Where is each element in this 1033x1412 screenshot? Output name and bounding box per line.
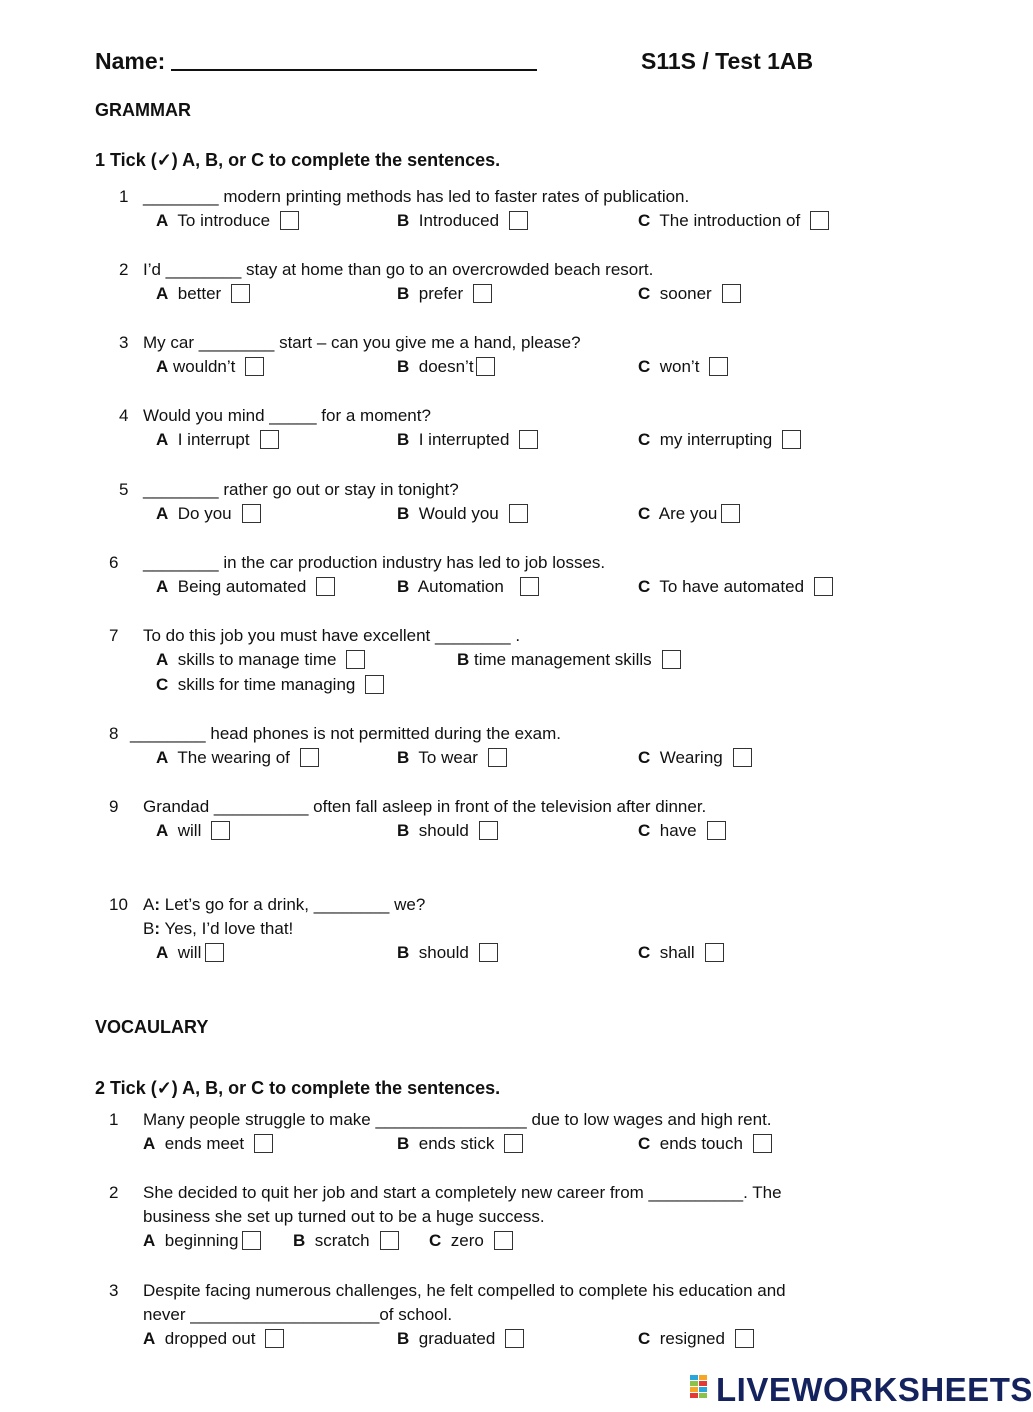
checkbox[interactable] [254,1134,273,1153]
checkbox[interactable] [211,821,230,840]
checkbox[interactable] [782,430,801,449]
question-text: ________ modern printing methods has led to faster rates of publication. [143,187,690,206]
question-text: ________ head phones is not permitted during the exam. [130,724,561,743]
option-c: C zero [429,1231,513,1251]
checkbox[interactable] [735,1329,754,1348]
question-text: To do this job you must have excellent ________ . [143,626,521,645]
option-c: C Are you [638,504,740,524]
vocabulary-section-title: VOCAULARY [95,1017,209,1037]
question-number: 3 [109,1281,119,1300]
checkbox[interactable] [722,284,741,303]
option-c: C skills for time managing [156,675,384,695]
option-c: C resigned [638,1329,754,1349]
question-text-line-1: She decided to quit her job and start a completely new career from __________. The [143,1183,782,1202]
question-text: Grandad __________ often fall asleep in front of the television after dinner. [143,797,707,816]
option-c: C my interrupting [638,430,801,450]
checkbox[interactable] [810,211,829,230]
question-number: 5 [119,480,129,499]
option-b: B Automation [397,577,539,597]
question-text: ________ in the car production industry has led to job losses. [143,553,606,572]
checkbox[interactable] [488,748,507,767]
option-c: C To have automated [638,577,833,597]
question-number: 2 [119,260,129,279]
checkbox[interactable] [705,943,724,962]
option-b: B should [397,943,498,963]
question-number: 1 [109,1110,119,1129]
option-b: B graduated [397,1329,524,1349]
option-a: A beginning [143,1231,261,1251]
option-a: A Being automated [156,577,335,597]
option-a: A Do you [156,504,261,524]
option-b: B doesn’t [397,357,495,377]
checkbox[interactable] [476,357,495,376]
question-number: 8 [109,724,119,743]
checkbox[interactable] [265,1329,284,1348]
checkbox[interactable] [520,577,539,596]
option-a: A wouldn’t [156,357,264,377]
option-b: B ends stick [397,1134,523,1154]
question-text: Many people struggle to make ________________ due to low wages and high rent. [143,1110,772,1129]
checkbox[interactable] [380,1231,399,1250]
liveworksheets-brand: LIVEWORKSHEETS [716,1371,1033,1408]
question-number: 9 [109,797,119,816]
option-b: B time management skills [457,650,681,670]
checkbox[interactable] [479,943,498,962]
option-c: C won’t [638,357,728,377]
checkbox[interactable] [721,504,740,523]
checkbox[interactable] [280,211,299,230]
vocabulary-instruction: 2 Tick (✓) A, B, or C to complete the sentences. [95,1078,501,1098]
option-b: B Introduced [397,211,528,231]
checkbox[interactable] [509,504,528,523]
name-label: Name: [95,48,166,74]
checkbox[interactable] [242,1231,261,1250]
checkbox[interactable] [346,650,365,669]
checkbox[interactable] [231,284,250,303]
option-b: B Would you [397,504,528,524]
grammar-section-title: GRAMMAR [95,100,191,120]
checkbox[interactable] [479,821,498,840]
checkbox[interactable] [300,748,319,767]
option-a: A I interrupt [156,430,279,450]
checkbox[interactable] [509,211,528,230]
checkbox[interactable] [505,1329,524,1348]
checkbox[interactable] [260,430,279,449]
checkbox[interactable] [814,577,833,596]
option-c: C ends touch [638,1134,772,1154]
name-line[interactable] [171,49,537,71]
checkbox[interactable] [245,357,264,376]
option-b: B prefer [397,284,492,304]
dialogue-line-a: A: Let’s go for a drink, ________ we? [143,895,426,914]
checkbox[interactable] [365,675,384,694]
checkbox[interactable] [316,577,335,596]
option-a: A dropped out [143,1329,284,1349]
option-a: A will [156,821,230,841]
question-number: 2 [109,1183,119,1202]
option-c: C shall [638,943,724,963]
dialogue-line-b: B: Yes, I’d love that! [143,919,294,938]
option-a: A ends meet [143,1134,273,1154]
checkbox[interactable] [753,1134,772,1153]
option-a: A To introduce [156,211,299,231]
checkbox[interactable] [242,504,261,523]
question-text-line-2: business she set up turned out to be a huge success. [143,1207,545,1226]
checkbox[interactable] [473,284,492,303]
option-c: C Wearing [638,748,752,768]
option-a: A will [156,943,224,963]
option-c: C sooner [638,284,741,304]
checkbox[interactable] [709,357,728,376]
option-a: A better [156,284,250,304]
liveworksheets-logo-icon [690,1375,716,1399]
question-text-line-2: never ____________________of school. [143,1305,453,1324]
checkbox[interactable] [494,1231,513,1250]
question-text: ________ rather go out or stay in tonight? [143,480,459,499]
name-field[interactable] [95,48,537,75]
question-number: 4 [119,406,129,425]
question-text-line-1: Despite facing numerous challenges, he felt compelled to complete his education and [143,1281,786,1300]
checkbox[interactable] [205,943,224,962]
option-c: C The introduction of [638,211,829,231]
checkbox[interactable] [662,650,681,669]
option-b: B I interrupted [397,430,538,450]
option-b: B scratch [293,1231,399,1251]
option-a: A The wearing of [156,748,319,768]
question-number: 3 [119,333,129,352]
question-number: 10 [109,895,128,914]
checkbox[interactable] [733,748,752,767]
grammar-instruction: 1 Tick (✓) A, B, or C to complete the sentences. [95,150,501,170]
question-number: 6 [109,553,119,572]
option-b: B should [397,821,498,841]
option-c: C have [638,821,726,841]
question-text: I’d ________ stay at home than go to an overcrowded beach resort. [143,260,654,279]
question-number: 7 [109,626,119,645]
question-number: 1 [119,187,129,206]
checkbox[interactable] [504,1134,523,1153]
option-b: B To wear [397,748,507,768]
option-a: A skills to manage time [156,650,365,670]
question-text: Would you mind _____ for a moment? [143,406,431,425]
checkbox[interactable] [707,821,726,840]
question-text: My car ________ start – can you give me a hand, please? [143,333,581,352]
checkbox[interactable] [519,430,538,449]
test-code: S11S / Test 1AB [641,48,814,74]
